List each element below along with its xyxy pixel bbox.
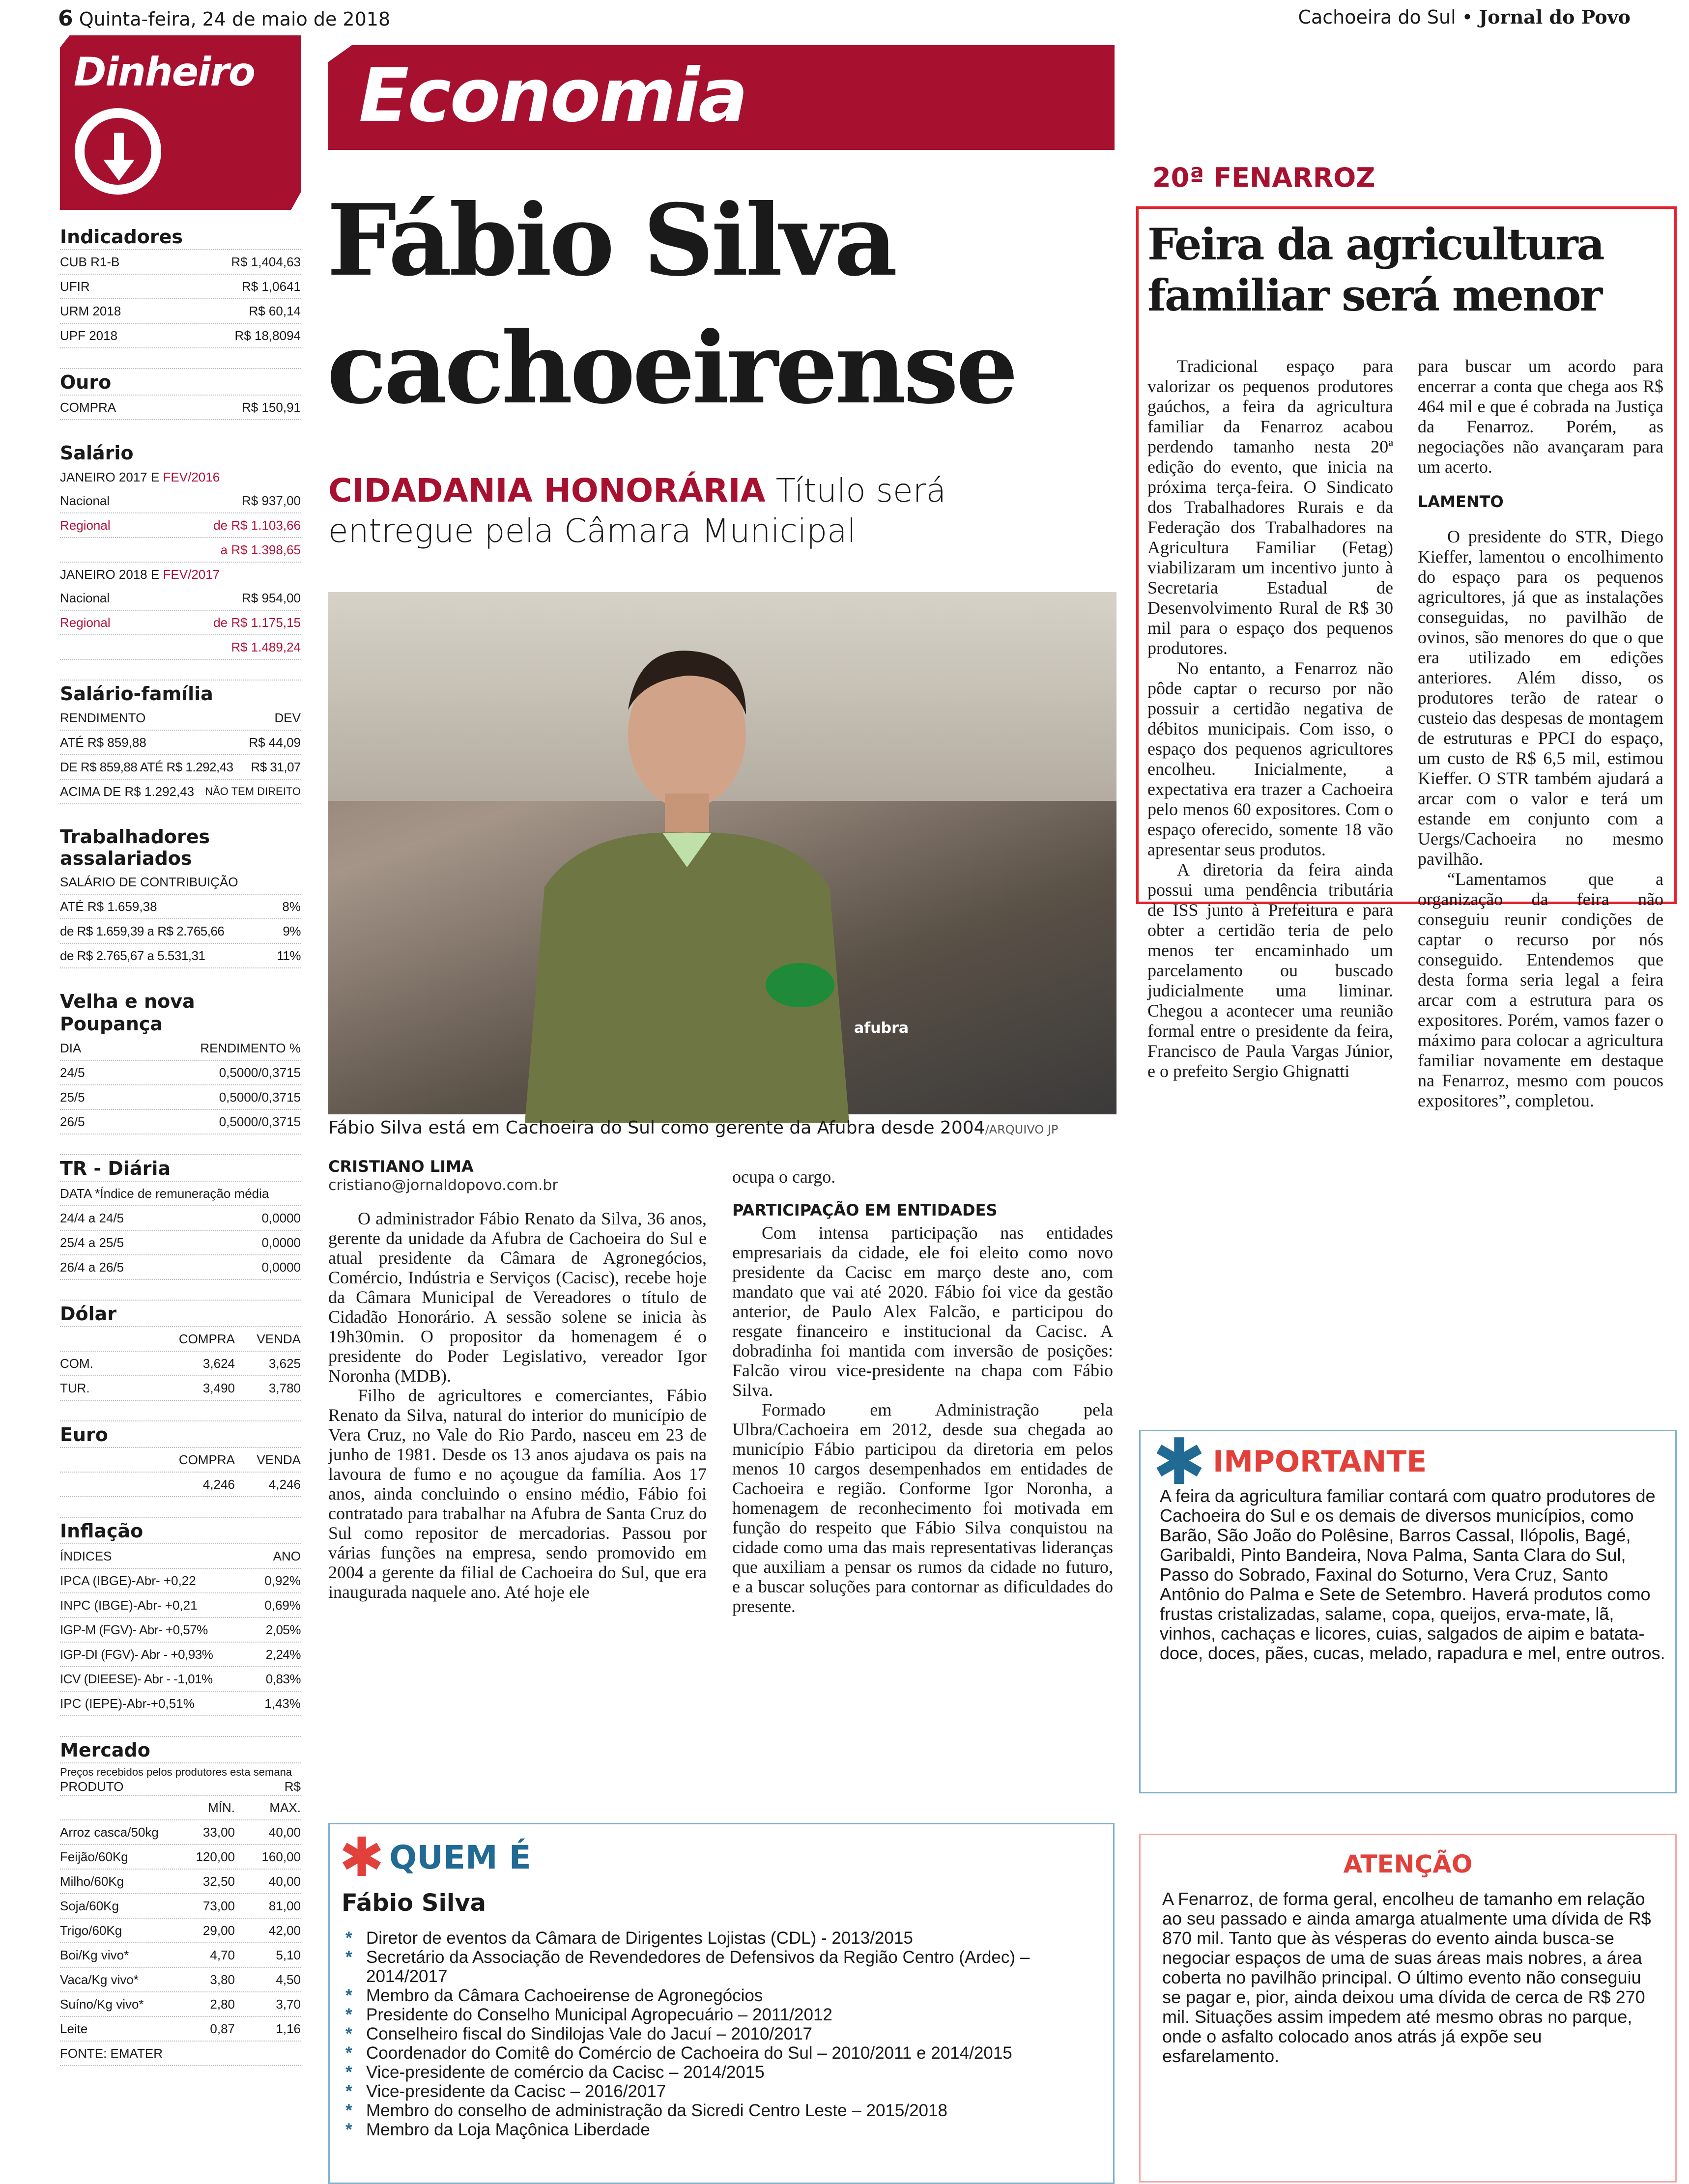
list-item: * Diretor de eventos da Câmara de Dirigentes Lojistas (CDL) - 2013/2015 [342, 1929, 1108, 1948]
section-title: Mercado [60, 1737, 301, 1763]
kicker: CIDADANIA HONORÁRIA [328, 472, 766, 510]
table-row: COMPRA R$ 150,91 [60, 396, 301, 420]
section-title: Economia [359, 53, 747, 139]
table-row: INPC (IBGE)-Abr- +0,21 0,69% [60, 1593, 301, 1618]
mercado-note: Preços recebidos pelos produtores esta semana [60, 1766, 292, 1778]
table-row: 26/5 0,5000/0,3715 [60, 1110, 301, 1135]
table-row: 26/4 a 26/5 0,0000 [60, 1255, 301, 1280]
table-row: 24/5 0,5000/0,3715 [60, 1061, 301, 1085]
subsection-title: PARTICIPAÇÃO EM ENTIDADES [732, 1201, 998, 1220]
salario-row: Regional de R$ 1.103,66 [60, 513, 301, 538]
author-email[interactable]: cristiano@jornaldopovo.com.br [328, 1177, 558, 1194]
table-header: ÍNDICES ANO [60, 1544, 301, 1569]
page-header [58, 6, 1631, 35]
section-ouro [60, 369, 301, 420]
subhead-text: Título será entregue pela Câmara Municipal [328, 472, 946, 550]
dinheiro-sidebar [60, 224, 301, 2066]
section-title: Trabalhadores assalariados [60, 826, 210, 869]
paragraph: Formado em Administração pela Ulbra/Cachoeira em 2012, desde sua chegada ao município Fábio participou da diretoria em pelos menos 10 cargos desempenhados em entidades de Cachoeira e região. Conforme Igor Noronha, a homenagem de reconhecimento foi motivada em função do respeito que Fábio Silva conquistou na cidade como uma das mais representativas lideranças que auxiliam a pensar os rumos da cidade no futuro, e a buscar soluções para contornar as dificuldades do presente. [732, 1400, 1113, 1616]
table-subheader: DATA *Índice de remuneração média [60, 1182, 301, 1206]
section-title: Salário [60, 442, 134, 464]
table-row: de R$ 1.659,39 a R$ 2.765,66 9% [60, 919, 301, 944]
section-mercado [60, 1737, 301, 2066]
list-item: * Membro do conselho de administração da Sicredi Centro Leste – 2015/2018 [342, 2101, 1108, 2120]
section-euro [60, 1421, 301, 1497]
importante-text: A feira da agricultura familiar contará com quatro produtores de Cachoeira do Sul e os demais de diversos municípios, como Barão, São João do Polêsine, Barros Cassal, Ilópolis, Bagé, Garibaldi, Pinto Bandeira, Nova Palma, Santa Clara do Sul, Passo do Sobrado, Faxinal do Soturno, Vera Cruz, Santo Antônio do Palma e Sete de Setembro. Haverá produtos como frustas cristalizadas, salame, copa, queijos, erva-mate, lã, vinhos, cachaças e licores, cuias, salgados de aipim e batata-doce, doces, pães, cucas, melado, rapadura e mel, entre outros. [1160, 1486, 1665, 1663]
importante-title: ✱ IMPORTANTE [1152, 1424, 1427, 1499]
section-title: Dólar [60, 1301, 301, 1327]
paragraph: Tradicional espaço para valorizar os pequenos produtores gaúchos, a feira da agricultura familiar da Fenarroz acabou perdendo tamanho nesta 20ª edição do evento, que inicia na próxima terça-feira. O Sindicato dos Trabalhadores Rurais e da Federação dos Trabalhadores na Agricultura Familiar (Fetag) viabilizaram um incentivo junto à Secretaria Estadual de Desenvolvimento Rural de R$ 30 mil para o espaço dos pequenos produtores. [1147, 356, 1393, 658]
profile-list [342, 1929, 1108, 2139]
kicker: 20ª FENARROZ [1152, 162, 1375, 193]
section-dolar [60, 1301, 301, 1401]
list-item: * Vice-presidente de comércio da Cacisc – 2014/2015 [342, 2063, 1108, 2082]
section-title: Velha e nova Poupança [60, 991, 195, 1035]
table-row: de R$ 2.765,67 a 5.531,31 11% [60, 944, 301, 968]
asterisk-icon: ✱ [339, 1826, 385, 1889]
section-title: Euro [60, 1421, 301, 1448]
section-title: Inflação [60, 1518, 301, 1544]
list-item: * Secretário da Associação de Revendedores de Defensivos da Região Centro (Ardec) – 2014/2017 [342, 1948, 1108, 1986]
table-row: 25/5 0,5000/0,3715 [60, 1085, 301, 1110]
page-date: Quinta-feira, 24 de maio de 2018 [79, 8, 391, 30]
salario-row: R$ 1.489,24 [60, 635, 301, 660]
list-item: * Conselheiro fiscal do Sindilojas Vale do Jacuí – 2010/2017 [342, 2024, 1108, 2043]
table-row: CUB R1-B R$ 1,404,63 [60, 250, 301, 275]
dinheiro-title: Dinheiro [74, 49, 255, 95]
table-row: IGP-DI (FGV)- Abr - +0,93% 2,24% [60, 1643, 301, 1667]
section-indicadores [60, 224, 301, 348]
period-label: JANEIRO 2018 E FEV/2017 [60, 567, 220, 582]
section-title: Salário-família [60, 683, 213, 705]
table-subheader: SALÁRIO DE CONTRIBUIÇÃO [60, 870, 301, 895]
section-title: TR - Diária [60, 1155, 301, 1182]
list-item: * Membro da Câmara Cachoeirense de Agronegócios [342, 1986, 1108, 2005]
section-title: Indicadores [60, 224, 301, 250]
table-row: ATÉ R$ 1.659,38 8% [60, 895, 301, 919]
table-row: Arroz casca/50kg 33,00 40,00 [60, 1820, 301, 1845]
subsection-title: LAMENTO [1418, 492, 1504, 511]
quem-e-title: ✱ QUEM É [339, 1826, 531, 1889]
atencao-title: ATENÇÃO [1343, 1850, 1473, 1878]
salario-row: Regional de R$ 1.175,15 [60, 611, 301, 635]
list-item: * Coordenador do Comitê do Comércio de Cachoeira do Sul – 2010/2011 e 2014/2015 [342, 2043, 1108, 2063]
paragraph: A diretoria da feira ainda possui uma pendência tributária de ISS junto à Prefeitura e para obter a certidão teria de pelo menos ter encaminhado um parcelamento ou buscado judicialmente uma liminar. Chegou a acontecer uma reunião formal entre o presidente da feira, Francisco de Paula Vargas Júnior, e o prefeito Sergio Ghignatti [1147, 860, 1393, 1081]
photo-credit: /ARQUIVO JP [985, 1123, 1059, 1136]
table-row: Leite 0,87 1,16 [60, 2017, 301, 2042]
table-row: IPCA (IBGE)-Abr- +0,22 0,92% [60, 1569, 301, 1593]
section-salario [60, 440, 301, 660]
paragraph: O administrador Fábio Renato da Silva, 36 anos, gerente da unidade da Afubra de Cachoeira do Sul e atual presidente da Câmara de Agronegócios, Comércio, Indústria e Serviços (Cacisc), recebe hoje da Câmara Municipal de Vereadores o título de Cidadão Honorário. A sessão solene se inicia às 19h30min. O propositor da homenagem é o presidente do Poder Legislativo, vereador Igor Noronha (MDB). [328, 1209, 707, 1386]
author-name: CRISTIANO LIMA [328, 1157, 474, 1176]
paragraph: O presidente do STR, Diego Kieffer, lamentou o encolhimento do espaço para os pequenos agricultores, já que as instalações conseguidas, no pavilhão de ovinos, são menores do que o que era utilizado em edições anteriores. Além disso, os produtores terão de ratear o custeio das despesas de montagem de estruturas e PPCI do espaço, um custo de R$ 6,5 mil, estimou Kieffer. O STR também ajudará a arcar com o valor e terá um estande em conjunto com a Uergs/Cachoeira no mesmo pavilhão. [1418, 527, 1663, 869]
city-name: Cachoeira do Sul [1298, 6, 1456, 28]
afubra-logo: afubra [854, 1020, 909, 1037]
arrow-down-circle-icon [75, 108, 161, 195]
table-row: 25/4 a 25/5 0,0000 [60, 1231, 301, 1255]
fenarroz-column-2 [1418, 356, 1663, 1110]
source-note: FONTE: EMATER [60, 2042, 301, 2066]
table-row: Vaca/Kg vivo* 3,80 4,50 [60, 1968, 301, 1992]
person-illustration [564, 612, 810, 1123]
headline: Fábio Silva cachoeirense [327, 183, 1016, 426]
salario-row: a R$ 1.398,65 [60, 538, 301, 563]
table-row: Boi/Kg vivo* 4,70 5,10 [60, 1943, 301, 1968]
table-row: IPC (IEPE)-Abr-+0,51% 1,43% [60, 1692, 301, 1716]
table-row: IGP-M (FGV)- Abr- +0,57% 2,05% [60, 1618, 301, 1643]
fenarroz-headline: Feira da agricultura familiar será menor [1147, 219, 1603, 321]
subheadline [328, 471, 1095, 551]
paragraph: Com intensa participação nas entidades empresariais da cidade, ele foi eleito como novo presidente da Cacisc em março deste ano, com mandato que vai até 2020. Fábio foi vice da gestão anterior, de Paulo Alex Falcão, e participou do resgate financeiro e institucional da Cacisc. A dobradinha foi mantida com inversão de posições: Falcão virou vice-presidente na chapa com Fábio Silva. [732, 1223, 1113, 1400]
period-label: JANEIRO 2017 E FEV/2016 [60, 470, 220, 484]
section-trabalhadores [60, 824, 301, 968]
fenarroz-column-1 [1147, 356, 1393, 1081]
article-column-2 [732, 1167, 1113, 1806]
paragraph: No entanto, a Fenarroz não pôde captar o recurso por não possuir a certidão negativa de débitos municipais. Com isso, o espaço dos pequenos agricultores encolheu. Inicialmente, a expectativa era trazer a Cachoeira pelo menos 60 expositores. Com o espaço oferecido, somente 18 vão apresentar seus produtos. [1147, 658, 1393, 859]
asterisk-icon: ✱ [1152, 1424, 1206, 1499]
paragraph: “Lamentamos que a organização da feira não conseguiu reunir condições de captar o recurso por nós conseguido. Entendemos que desta forma seria legal a feira arcar com a estrutura para os expositores. Porém, vamos fazer o máximo para colocar a agricultura familiar novamente em destaque na Fenarroz, mesmo com poucos expositores”, completou. [1418, 869, 1663, 1110]
table-header: COMPRA VENDA [60, 1448, 301, 1473]
table-header: COMPRA VENDA [60, 1327, 301, 1352]
table-header: RENDIMENTO DEV [60, 706, 301, 731]
table-row: COM. 3,624 3,625 [60, 1352, 301, 1376]
article-photo [328, 592, 1116, 1114]
table-header: DIA RENDIMENTO % [60, 1036, 301, 1061]
section-tr-diaria [60, 1155, 301, 1280]
section-salario-familia [60, 681, 301, 804]
paper-name: Jornal do Povo [1479, 6, 1631, 28]
table-row: UFIR R$ 1,0641 [60, 275, 301, 299]
paragraph: para buscar um acordo para encerrar a conta que chega aos R$ 464 mil e que é cobrada na Justiça da Fenarroz. Porém, as negociações não avançaram para um acerto. [1418, 356, 1663, 477]
table-row: UPF 2018 R$ 18,8094 [60, 324, 301, 348]
salario-row: Nacional R$ 954,00 [60, 586, 301, 611]
table-row: DE R$ 859,88 ATÉ R$ 1.292,43 R$ 31,07 [60, 755, 301, 780]
section-title: Ouro [60, 369, 301, 396]
photo-caption: Fábio Silva está em Cachoeira do Sul como gerente da Afubra desde 2004/ARQUIVO JP [328, 1118, 1059, 1138]
table-row: Soja/60Kg 73,00 81,00 [60, 1894, 301, 1919]
table-row: Milho/60Kg 32,50 40,00 [60, 1870, 301, 1894]
salario-row: Nacional R$ 937,00 [60, 489, 301, 513]
table-row: 24/4 a 24/5 0,0000 [60, 1206, 301, 1231]
table-row: URM 2018 R$ 60,14 [60, 299, 301, 324]
table-row: 4,246 4,246 [60, 1473, 301, 1497]
section-inflacao [60, 1518, 301, 1716]
page-number: 6 [58, 6, 73, 31]
paragraph: ocupa o cargo. [732, 1167, 836, 1187]
atencao-text: A Fenarroz, de forma geral, encolheu de tamanho em relação ao seu passado e ainda amarga atualmente uma dívida de R$ 870 mil. Tanto que às vésperas do evento ainda busca-se negociar espaços de uma de suas áreas mais nobres, a área coberta no pavilhão principal. O último evento não conseguiu se pagar e, pior, ainda deixou uma dívida de cerca de R$ 270 mil. Situações assim impedem até mesmo obras no parque, onde o asfalto colocado anos atrás já expõe seu esfarelamento. [1162, 1889, 1651, 2066]
table-header: MÍN. MAX. [60, 1796, 301, 1820]
table-row: Feijão/60Kg 120,00 160,00 [60, 1845, 301, 1870]
section-poupanca [60, 988, 301, 1135]
paragraph: Filho de agricultores e comerciantes, Fábio Renato da Silva, natural do interior do município de Vera Cruz, no Vale do Rio Pardo, nasceu em 23 de junho de 1981. Desde os 13 anos ajudava os pais na lavoura de fumo e no açougue da família. Aos 17 anos, ainda concluindo o ensino médio, Fábio foi contratado para trabalhar na Afubra de Santa Cruz do Sul como repositor de mercadorias. Passou por várias funções na empresa, sendo promovido em 2004 a gerente da filial de Cachoeira do Sul, que era inaugurada naquele ano. Até hoje ele [328, 1386, 707, 1602]
masthead [1298, 6, 1631, 28]
list-item: * Presidente do Conselho Municipal Agropecuário – 2011/2012 [342, 2005, 1108, 2024]
table-row: Suíno/Kg vivo* 2,80 3,70 [60, 1992, 301, 2017]
list-item: * Membro da Loja Maçônica Liberdade [342, 2120, 1108, 2139]
table-row: TUR. 3,490 3,780 [60, 1376, 301, 1401]
separator: • [1461, 6, 1473, 28]
profile-name: Fábio Silva [342, 1889, 487, 1917]
table-row: ACIMA DE R$ 1.292,43 NÃO TEM DIREITO [60, 780, 301, 804]
table-row: Trigo/60Kg 29,00 42,00 [60, 1919, 301, 1943]
table-header: PRODUTO R$ [60, 1778, 301, 1796]
table-row: ICV (DIEESE)- Abr - -1,01% 0,83% [60, 1667, 301, 1692]
list-item: * Vice-presidente da Cacisc – 2016/2017 [342, 2082, 1108, 2101]
article-column-1 [328, 1209, 707, 1808]
table-row: ATÉ R$ 859,88 R$ 44,09 [60, 731, 301, 755]
